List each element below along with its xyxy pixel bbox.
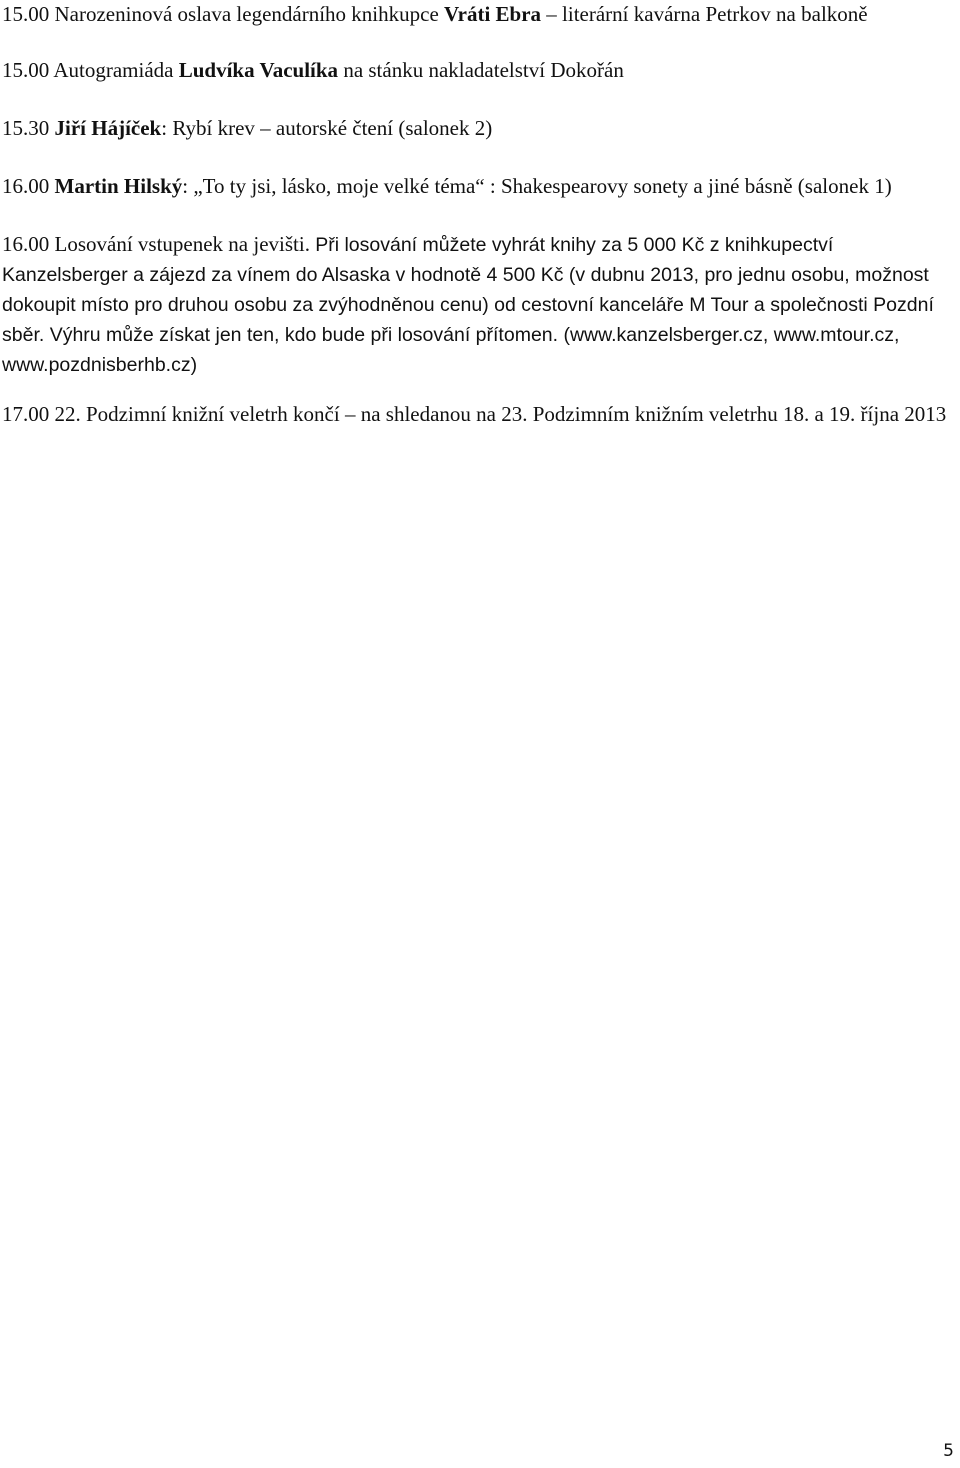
entry-text: 22. Podzimní knižní veletrh končí – na shledanou na 23. Podzimním knižním veletrhu 18. a 19. října 2013 [54,402,947,426]
program-entry [2,114,954,143]
program-entry [2,0,954,29]
entry-time: 16.00 [2,232,50,256]
entry-person: Ludvíka Vaculíka [178,58,339,82]
entry-person: Martin Hilský [54,174,183,198]
entry-text: : Rybí krev – autorské čtení (salonek 2) [161,116,493,140]
entry-time: 16.00 [2,174,50,198]
document-body [0,0,954,429]
entry-text: : „To ty jsi, lásko, moje velké téma“ : Shakespearovy sonety a jiné básně (salonek 1) [182,174,892,198]
page-number: 5 [943,1441,954,1461]
entry-time: 15.00 [2,2,50,26]
entry-person: Vráti Ebra [444,2,542,26]
entry-time: 17.00 [2,402,50,426]
program-entry [2,400,954,429]
entry-time: 15.00 [2,58,50,82]
entry-text: na stánku nakladatelství Dokořán [343,58,624,82]
entry-time: 15.30 [2,116,50,140]
entry-description: Při losování můžete vyhrát knihy za 5 000 Kč z knihkupectví Kanzelsberger a zájezd za vínem do Alsaska v hodnotě 4 500 Kč (v dubnu 2013, pro jednu osobu, možnost dokoupit místo pro druhou osobu za zvýhodněnou cenu) od cestovní kanceláře M Tour a společnosti Pozdní sběr. Výhru může získat jen ten, kdo bude při losování přítomen. (www.kanzelsberger.cz, www.mtour.cz, www.pozdnisberhb.cz) [2,234,934,376]
program-entry [2,230,954,380]
entry-text: – literární kavárna Petrkov na balkoně [546,2,868,26]
entry-text: Autogramiáda [53,58,174,82]
entry-person: Jiří Hájíček [54,116,162,140]
entry-text: Losování vstupenek na jevišti. [54,232,310,256]
program-entry [2,172,954,201]
entry-text: Narozeninová oslava legendárního knihkupce [54,2,439,26]
program-entry [2,56,954,85]
